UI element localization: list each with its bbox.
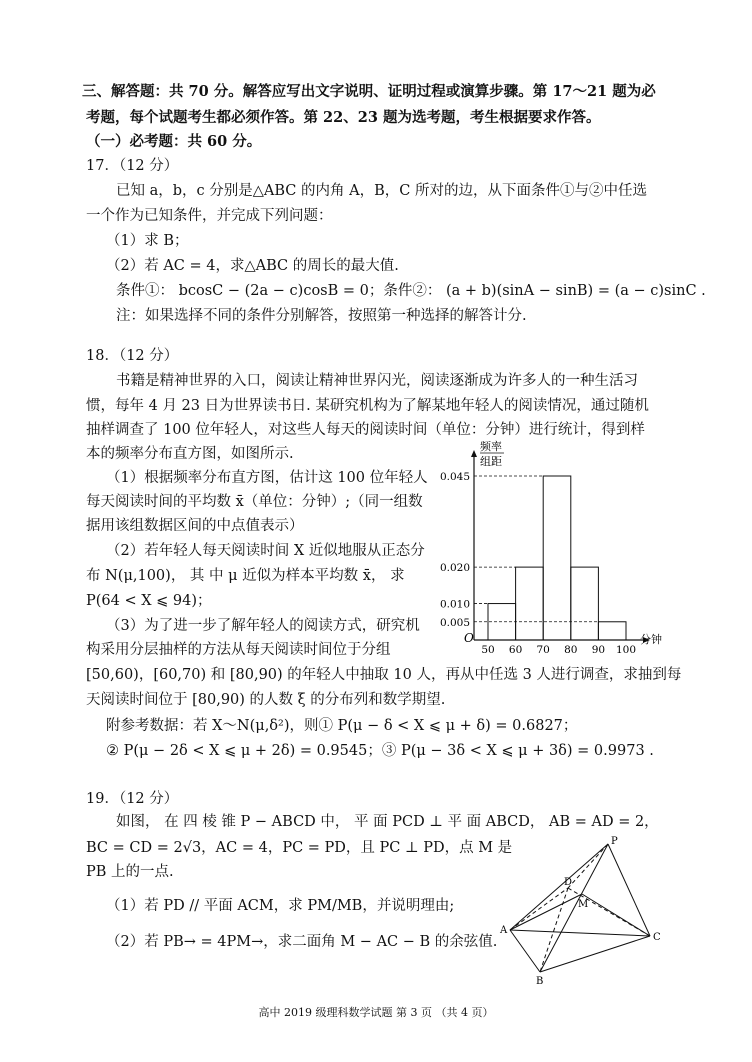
histogram-bars — [488, 476, 626, 640]
page-footer: 高中 2019 级理科数学试题 第 3 页 （共 4 页） — [258, 1006, 494, 1019]
histogram-bar — [543, 476, 571, 640]
edge-AB — [510, 930, 540, 972]
q18-line: 抽样调查了 100 位年轻人，对这些人每天的阅读时间（单位：分钟）进行统计，得到样 — [86, 422, 645, 438]
q18-line: （3）为了进一步了解年轻人的阅读方式，研究机 — [106, 618, 420, 634]
q18-line: 书籍是精神世界的入口，阅读让精神世界闪光，阅读逐渐成为许多人的一种生活习 — [116, 373, 638, 389]
pyramid-figure — [498, 832, 678, 987]
section-header-line3: （一）必考题：共 60 分。 — [86, 133, 262, 150]
histogram-x-ticks — [481, 644, 636, 655]
edge-MC — [582, 894, 650, 936]
q17-line: （1）求 B； — [106, 233, 189, 249]
q18-line: 构采用分层抽样的方法从每天阅读时间位于分组 — [86, 642, 391, 658]
q17-heading: 17．（12 分） — [86, 158, 179, 174]
x-tick-label: 50 — [481, 644, 495, 655]
q18-line: 每天阅读时间的平均数 x̄（单位：分钟）;（同一组数 — [86, 494, 423, 510]
x-tick-label: 70 — [536, 644, 550, 655]
q18-line: 附参考数据：若 X～N(μ,δ²)，则① P(μ − δ < X ⩽ μ + δ) = 0.6827； — [106, 718, 578, 734]
y-tick-label: 0.005 — [439, 616, 470, 629]
vertex-P: P — [611, 836, 618, 847]
histogram-axes — [471, 450, 650, 643]
vertex-M: M — [578, 899, 589, 910]
q17-line: 条件①： bcosC − (2a − c)cosB = 0；条件②： (a + b)(sinA − sinB) = (a − c)sinC . — [116, 283, 706, 299]
q18-line: 据用该组数据区间的中点值表示） — [86, 518, 304, 534]
edge-PC — [608, 844, 650, 936]
histogram-y-ticks — [440, 471, 470, 629]
x-tick-label: 80 — [564, 644, 578, 655]
vertex-C: C — [653, 932, 661, 943]
q17-line: 注：如果选择不同的条件分别解答，按照第一种选择的解答计分. — [116, 308, 527, 324]
q18-line: 惯，每年 4 月 23 日为世界读书日. 某研究机构为了解某地年轻人的阅读情况，通过随机 — [86, 398, 649, 414]
q18-line: （1）根据频率分布直方图，估计这 100 位年轻人 — [106, 470, 428, 486]
section-header-line1: 三、解答题：共 70 分。解答应写出文字说明、证明过程或演算步骤。第 17～21 题为必 — [82, 83, 656, 100]
origin-label: O — [464, 631, 474, 645]
q17-line: 一个作为已知条件，并完成下列问题： — [86, 208, 333, 224]
q18-line: ② P(μ − 2δ < X ⩽ μ + 2δ) = 0.9545；③ P(μ − 3δ < X ⩽ μ + 3δ) = 0.9973 . — [106, 743, 654, 759]
x-label: 分钟 — [640, 633, 662, 646]
edge-AC — [510, 930, 650, 936]
vertex-D: D — [564, 877, 573, 888]
y-tick-label: 0.045 — [439, 471, 470, 483]
q19-heading: 19．（12 分） — [86, 791, 179, 807]
q18-line: 天阅读时间位于 [80,90) 的人数 ξ 的分布列和数学期望. — [86, 692, 446, 708]
q19-line: 如图， 在 四 棱 锥 P − ABCD 中， 平 面 PCD ⊥ 平 面 ABCD， AB = AD = 2， — [116, 814, 659, 830]
q18-line: （2）若年轻人每天阅读时间 X 近似地服从正态分 — [106, 543, 425, 559]
y-tick-label: 0.020 — [439, 562, 470, 575]
q18-line: 本的频率分布直方图，如图所示. — [86, 446, 294, 462]
frequency-histogram — [436, 440, 666, 655]
histogram-guide-lines — [474, 476, 598, 622]
vertex-B: B — [536, 976, 544, 987]
x-tick-label: 90 — [591, 644, 606, 655]
histogram-bar — [516, 567, 544, 640]
q19-line: BC = CD = 2√3，AC = 4，PC = PD，且 PC ⊥ PD，点 M 是 — [86, 840, 513, 856]
q19-line: （2）若 PB→ = 4PM→，求二面角 M − AC − B 的余弦值. — [106, 934, 498, 950]
vertex-A: A — [500, 925, 508, 936]
edge-PA — [510, 844, 608, 930]
y-tick-label: 0.010 — [439, 598, 470, 611]
histogram-bar — [571, 567, 599, 640]
x-tick-label: 60 — [508, 644, 523, 655]
q18-line: [50,60)，[60,70) 和 [80,90) 的年轻人中抽取 10 人，再从中任选 3 人进行调查，求抽到每 — [86, 667, 682, 683]
edge-DC — [568, 888, 650, 936]
q17-line: （2）若 AC = 4，求△ABC 的周长的最大值. — [106, 258, 399, 274]
q18-heading: 18．（12 分） — [86, 348, 179, 364]
q19-line: PB 上的一点. — [86, 864, 174, 880]
q18-line: 布 N(μ,100)， 其 中 μ 近似为样本平均数 x̄， 求 — [86, 568, 405, 584]
y-label-bottom: 组距 — [480, 455, 502, 468]
x-tick-label: 100 — [615, 644, 637, 655]
section-header-line2: 考题，每个试题考生都必须作答。第 22、23 题为选考题，考生根据要求作答。 — [86, 109, 601, 126]
edge-AD — [510, 888, 568, 930]
y-label-top: 频率 — [480, 440, 502, 453]
histogram-bar — [598, 622, 626, 640]
y-axis-arrow — [471, 450, 477, 457]
edge-AM — [510, 894, 582, 930]
q19-line: （1）若 PD // 平面 ACM，求 PM/MB，并说明理由; — [106, 898, 455, 914]
q17-line: 已知 a，b，c 分别是△ABC 的内角 A，B，C 所对的边，从下面条件①与②中任选 — [116, 183, 647, 199]
q18-line: P(64 < X ⩽ 94)； — [86, 593, 212, 609]
